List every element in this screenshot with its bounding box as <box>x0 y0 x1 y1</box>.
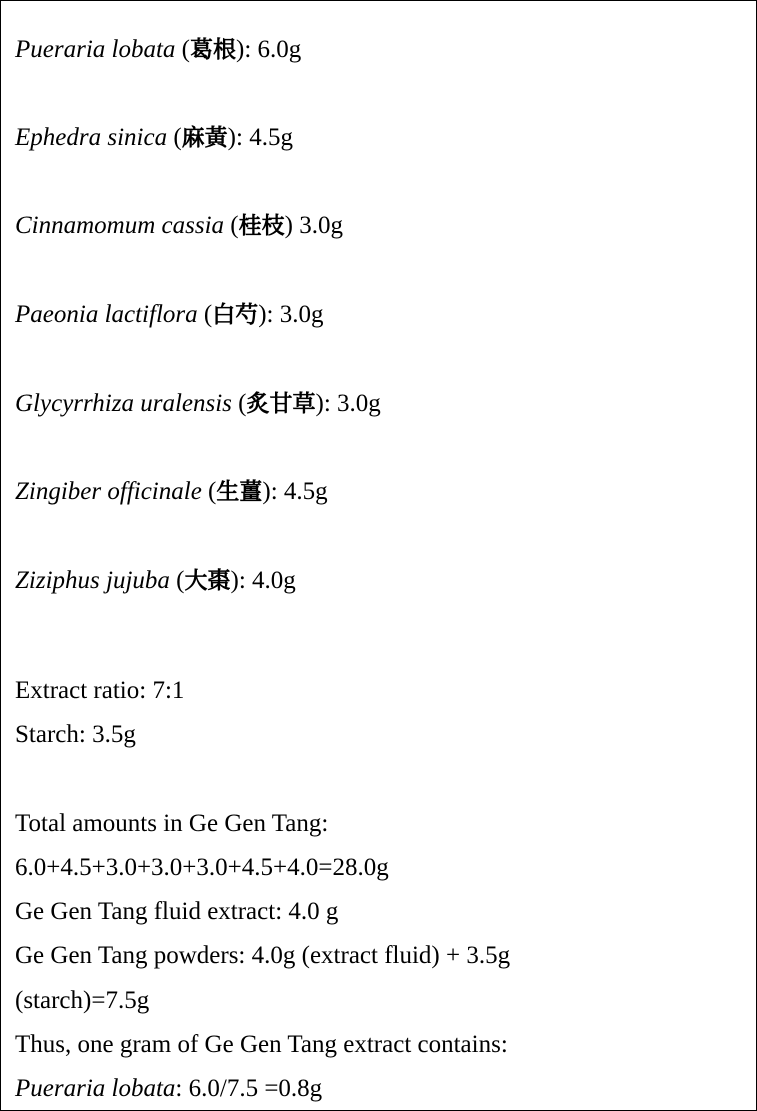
herb-separator: : <box>270 478 284 505</box>
herb-chinese-name: 桂枝 <box>238 213 285 239</box>
total-heading: Total amounts in Ge Gen Tang: <box>15 810 329 837</box>
fluid-extract-line: Ge Gen Tang fluid extract: 4.0 g <box>15 898 339 925</box>
herb-latin-name: Glycyrrhiza uralensis <box>15 390 232 417</box>
final-latin-name: Pueraria lobata <box>15 1075 176 1102</box>
herb-chinese-name: 炙甘草 <box>246 391 316 417</box>
herb-amount: 3.0g <box>279 301 324 328</box>
total-sum-line: 6.0+4.5+3.0+3.0+3.0+4.5+4.0=28.0g <box>15 854 389 881</box>
herb-latin-name: Ziziphus jujuba <box>15 567 170 594</box>
herb-latin-name: Ephedra sinica <box>15 124 168 151</box>
herb-separator: : <box>244 36 258 63</box>
herb-latin-name: Paeonia lactiflora <box>15 301 198 328</box>
herb-line-zingiber: Zingiber officinale (生薑): 4.5g <box>15 478 328 505</box>
herb-chinese-name: 生薑 <box>216 479 263 505</box>
extract-ratio-line: Extract ratio: 7:1 <box>15 677 185 704</box>
herb-line-paeonia: Paeonia lactiflora (白芍): 3.0g <box>15 301 324 328</box>
herb-separator: : <box>238 567 253 594</box>
final-result-line <box>15 1074 322 1104</box>
herb-amount: 4.0g <box>252 567 296 594</box>
herb-latin-name: Zingiber officinale <box>15 478 202 505</box>
herb-line-glycyrrhiza: Glycyrrhiza uralensis (炙甘草): 3.0g <box>15 390 381 417</box>
herb-line-ephedra: Ephedra sinica (麻黃): 4.5g <box>15 124 293 151</box>
herb-amount: 6.0g <box>257 36 302 63</box>
herb-separator: : <box>323 390 338 417</box>
herb-chinese-name: 白芍 <box>212 302 259 328</box>
herb-separator: : <box>235 124 250 151</box>
herb-chinese-name: 大棗 <box>184 568 231 594</box>
herb-chinese-name: 葛根 <box>190 37 236 63</box>
herb-latin-name: Cinnamomum cassia <box>15 212 225 239</box>
conclusion-line: Thus, one gram of Ge Gen Tang extract contains: <box>15 1031 508 1058</box>
herb-amount: 4.5g <box>249 124 293 151</box>
herb-chinese-name: 麻黃 <box>181 125 228 151</box>
herb-line-pueraria: Pueraria lobata (葛根): 6.0g <box>15 36 302 63</box>
herb-line-ziziphus: Ziziphus jujuba (大棗): 4.0g <box>15 567 296 594</box>
herb-amount: 4.5g <box>283 478 328 505</box>
herb-amount: 3.0g <box>337 390 381 417</box>
herb-latin-name: Pueraria lobata <box>15 36 176 63</box>
powders-line-2: (starch)=7.5g <box>15 987 150 1014</box>
herb-line-cinnamomum: Cinnamomum cassia (桂枝) 3.0g <box>15 212 343 239</box>
herb-amount: 3.0g <box>299 212 343 239</box>
herb-separator: : <box>266 301 280 328</box>
starch-line: Starch: 3.5g <box>15 721 136 748</box>
powders-line-1: Ge Gen Tang powders: 4.0g (extract fluid) + 3.5g <box>15 942 511 969</box>
final-calculation: : 6.0/7.5 =0.8g <box>175 1075 323 1102</box>
